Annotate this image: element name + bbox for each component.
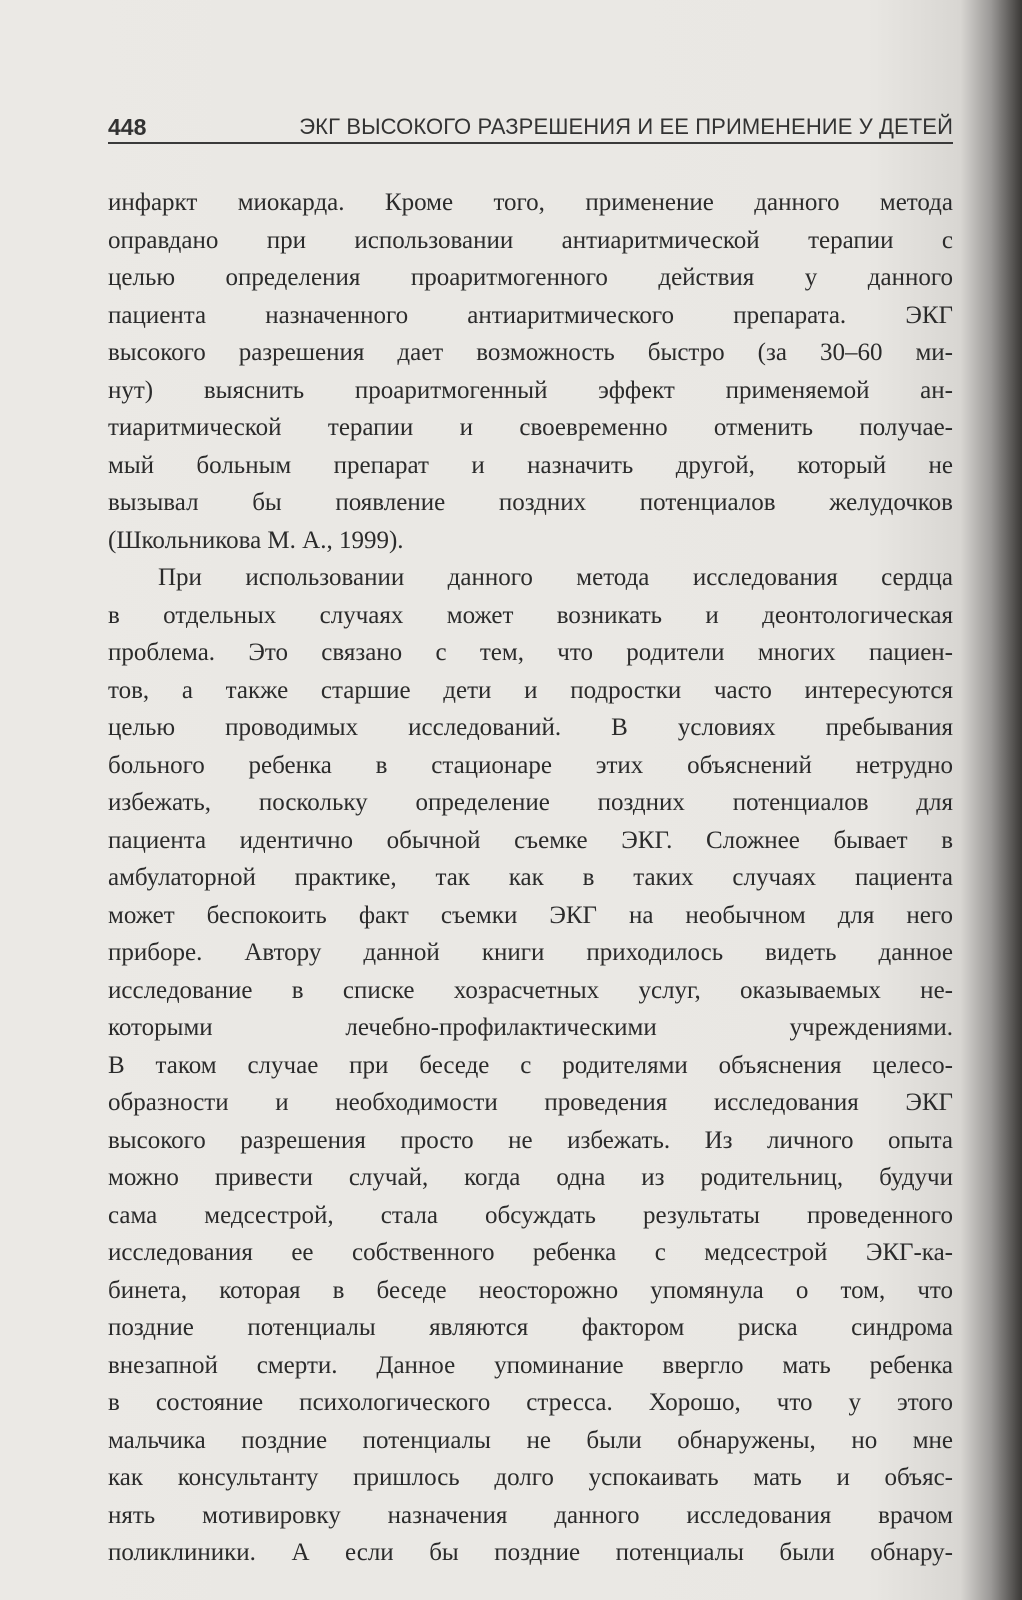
text-line: поздние потенциалы являются фактором риска синдрома — [108, 1314, 953, 1341]
page-number: 448 — [108, 114, 147, 140]
text-line: в отдельных случаях может возникать и деонтологическая — [108, 601, 953, 629]
paragraph-2 — [108, 559, 953, 1572]
text-line: можно привести случай, когда одна из родительниц, будучи — [108, 1164, 953, 1191]
text-line: больного ребенка в стационаре этих объяснений нетрудно — [108, 751, 953, 779]
text-line: целью проводимых исследований. В условиях пребывания — [108, 714, 953, 741]
text-line: нут) выяснить проаритмогенный эффект применяемой ан- — [108, 376, 953, 404]
text-line: мальчика поздние потенциалы не были обнаружены, но мне — [108, 1426, 953, 1454]
running-title: ЭКГ ВЫСОКОГО РАЗРЕШЕНИЯ И ЕЕ ПРИМЕНЕНИЕ У ДЕТЕЙ — [299, 114, 953, 139]
text-line: В таком случае при беседе с родителями объяснения целесо- — [108, 1051, 953, 1079]
text-line: высокого разрешения просто не избежать. Из личного опыта — [108, 1126, 953, 1154]
text-line: избежать, поскольку определение поздних потенциалов для — [108, 789, 953, 816]
text-line: тов, а также старшие дети и подростки часто интересуются — [108, 676, 953, 704]
text-line: которыми лечебно-профилактическими учреждениями. — [108, 1014, 953, 1041]
text-line: вызывал бы появление поздних потенциалов желудочков — [108, 489, 953, 516]
text-line: внезапной смерти. Данное упоминание ввергло мать ребенка — [108, 1351, 953, 1379]
paragraph-1 — [108, 184, 953, 559]
text-line: (Школьникова М. А., 1999). — [108, 526, 404, 554]
text-line: инфаркт миокарда. Кроме того, применение данного метода — [108, 189, 953, 216]
text-line: мый больным препарат и назначить другой, который не — [108, 451, 953, 479]
text-line: исследование в списке хозрасчетных услуг, оказываемых не- — [108, 976, 953, 1004]
text-line: образности и необходимости проведения исследования ЭКГ — [108, 1089, 953, 1116]
text-line: тиаритмической терапии и своевременно отменить получае- — [108, 414, 953, 441]
text-line: как консультанту пришлось долго успокаивать мать и объяс- — [108, 1464, 953, 1491]
text-line: амбулаторной практике, так как в таких случаях пациента — [108, 864, 953, 891]
text-line: бинета, которая в беседе неосторожно упомянула о том, что — [108, 1276, 953, 1304]
text-line: оправдано при использовании антиаритмической терапии с — [108, 226, 953, 254]
text-line: сама медсестрой, стала обсуждать результаты проведенного — [108, 1201, 953, 1229]
text-line: высокого разрешения дает возможность быстро (за 30–60 ми- — [108, 339, 953, 366]
text-line: целью определения проаритмогенного действия у данного — [108, 264, 953, 291]
text-line: пациента назначенного антиаритмического препарата. ЭКГ — [108, 301, 953, 329]
text-line: в состояние психологического стресса. Хорошо, что у этого — [108, 1389, 953, 1416]
text-line: может беспокоить факт съемки ЭКГ на необычном для него — [108, 901, 953, 929]
text-line: пациента идентично обычной съемке ЭКГ. Сложнее бывает в — [108, 826, 953, 854]
page-body — [108, 184, 953, 1572]
text-line: нять мотивировку назначения данного исследования врачом — [108, 1501, 953, 1529]
text-line: При использовании данного метода исследования сердца — [158, 564, 953, 591]
text-line: исследования ее собственного ребенка с медсестрой ЭКГ-ка- — [108, 1239, 953, 1266]
page-header — [108, 112, 953, 144]
text-line: проблема. Это связано с тем, что родители многих пациен- — [108, 639, 953, 666]
text-line: приборе. Автору данной книги приходилось видеть данное — [108, 939, 953, 966]
text-line: поликлиники. А если бы поздние потенциалы были обнару- — [108, 1539, 953, 1566]
